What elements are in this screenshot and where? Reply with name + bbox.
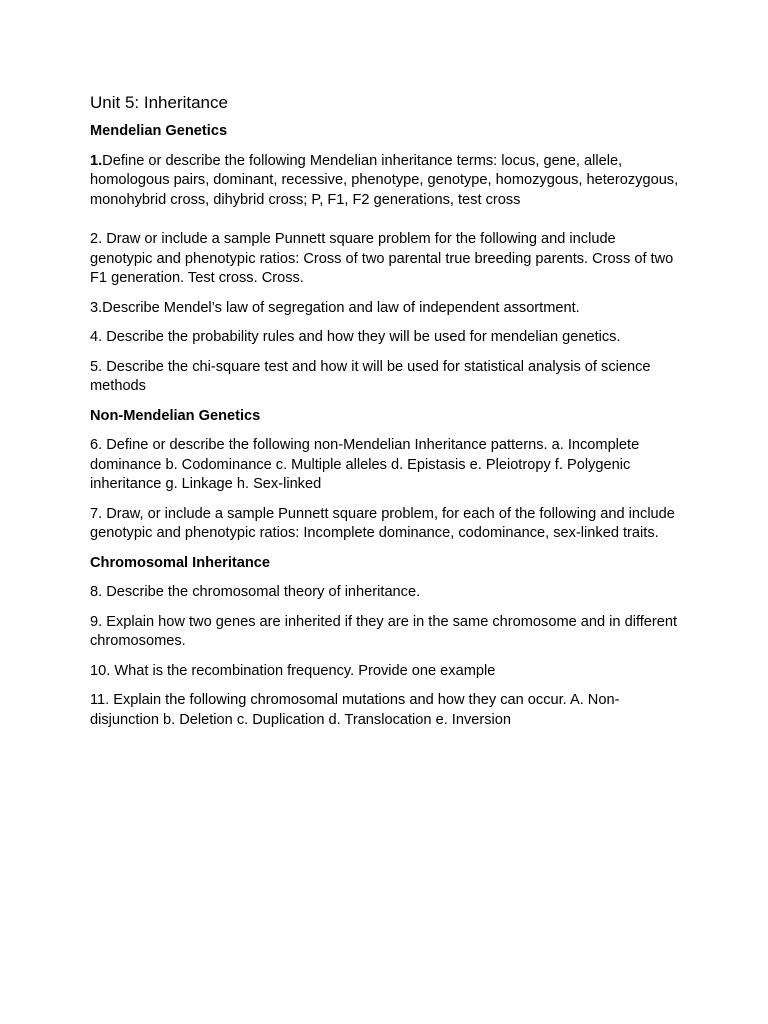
question-3: 3.Describe Mendel’s law of segregation and law of independent assortment. xyxy=(90,299,580,316)
section-heading-chromosomal-inheritance: Chromosomal Inheritance xyxy=(90,554,271,571)
question-6: 6. Define or describe the following non-Mendelian Inheritance patterns. a. Incomplete dominance b. Codominance c. Multiple alleles d. Epistasis e. Pleiotropy f. Polygenic inheritance g. Linkage h. Sex-linked xyxy=(90,437,640,492)
question-10: 10. What is the recombination frequency. Provide one example xyxy=(90,662,496,679)
question-4: 4. Describe the probability rules and how they will be used for mendelian genetics. xyxy=(90,329,621,345)
question-11: 11. Explain the following chromosomal mutations and how they can occur. A. Non-disjunction b. Deletion c. Duplication d. Translocation e. Inversion xyxy=(90,692,620,728)
question-1 xyxy=(90,152,680,211)
section-heading-non-mendelian-genetics: Non-Mendelian Genetics xyxy=(90,407,261,424)
question-9: 9. Explain how two genes are inherited if they are in the same chromosome and in different chromosomes. xyxy=(90,613,678,649)
document-page xyxy=(90,92,680,740)
question-1-text: Define or describe the following Mendelian inheritance terms: locus, gene, allele, homologous pairs, dominant, recessive, phenotype, genotype, homozygous, heterozygous, monohybrid cross, dihybrid cross; P, F1, F2 generations, test cross xyxy=(90,152,679,208)
question-7: 7. Draw, or include a sample Punnett square problem, for each of the following and include genotypic and phenotypic ratios: Incomplete dominance, codominance, sex-linked traits. xyxy=(90,505,675,541)
question-2: 2. Draw or include a sample Punnett square problem for the following and include genotypic and phenotypic ratios: Cross of two parental true breeding parents. Cross of two F1 generation. Test cross. Cross. xyxy=(90,231,674,286)
question-5: 5. Describe the chi-square test and how it will be used for statistical analysis of science methods xyxy=(90,358,651,394)
question-8: 8. Describe the chromosomal theory of inheritance. xyxy=(90,584,421,600)
section-heading-mendelian-genetics: Mendelian Genetics xyxy=(90,123,228,139)
page-title: Unit 5: Inheritance xyxy=(90,93,228,112)
question-1-number: 1. xyxy=(90,152,103,169)
